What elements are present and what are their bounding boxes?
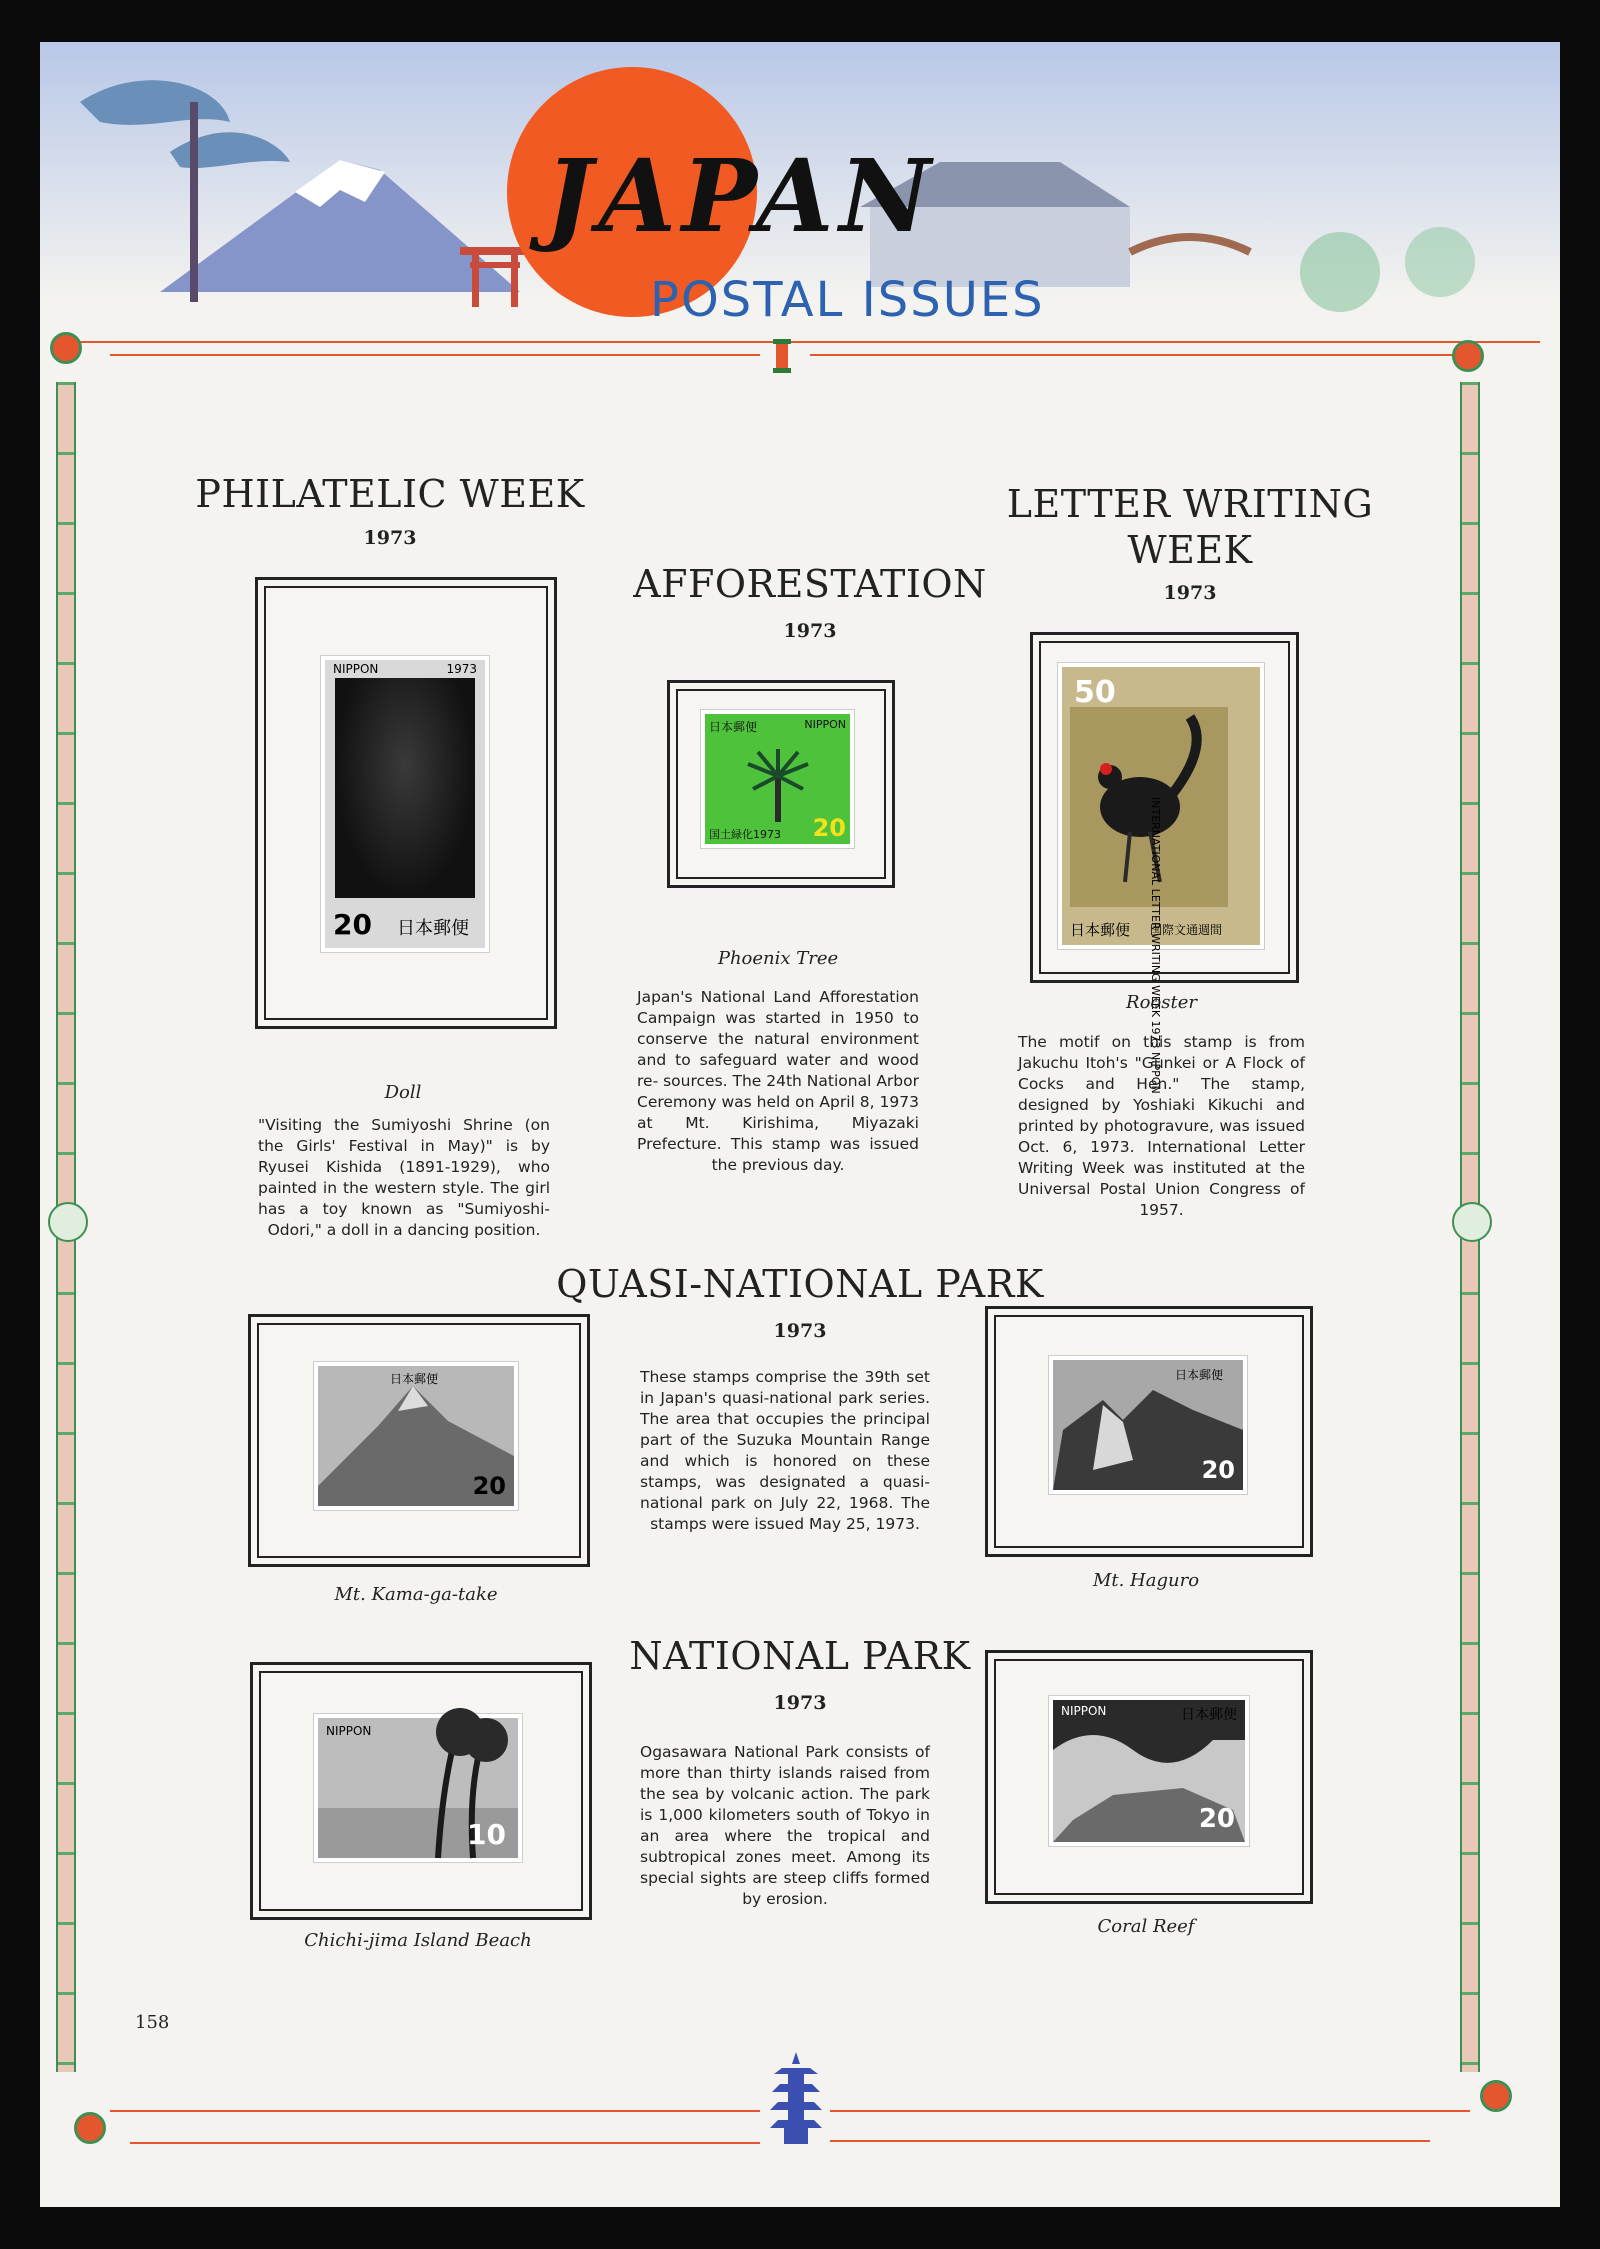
right-bottom-ball-icon bbox=[1480, 2080, 1512, 2112]
national-title: NATIONAL PARK bbox=[629, 1634, 971, 1678]
philatelic-title: PHILATELIC WEEK bbox=[195, 472, 585, 516]
pagoda-icon bbox=[770, 2052, 822, 2147]
haguro-caption: Mt. Haguro bbox=[1092, 1570, 1200, 1591]
chichi-brand: NIPPON bbox=[326, 1724, 372, 1738]
header-banner bbox=[40, 42, 1560, 342]
letter-value: 50 bbox=[1074, 675, 1116, 710]
philatelic-stamp[interactable] bbox=[325, 660, 485, 948]
kama-value: 20 bbox=[472, 1472, 506, 1500]
coral-stamp[interactable] bbox=[1053, 1700, 1245, 1842]
afforestation-value: 20 bbox=[812, 814, 846, 842]
bottom-rule-right bbox=[830, 2110, 1470, 2112]
haguro-country: 日本郵便 bbox=[1174, 1368, 1223, 1382]
header-logo: JAPAN bbox=[545, 137, 937, 255]
letter-title-line1: LETTER WRITING bbox=[1006, 482, 1374, 526]
letter-label: 国際文通週間 bbox=[1150, 923, 1223, 937]
letter-caption: Rooster bbox=[1126, 992, 1197, 1013]
philatelic-value: 20 bbox=[333, 908, 372, 941]
letter-side-text: INTERNATIONAL LETTER WRITING WEEK 1973 NIPPON bbox=[1149, 797, 1162, 1094]
kama-caption: Mt. Kama-ga-take bbox=[334, 1584, 498, 1605]
afforestation-year: 1973 bbox=[783, 620, 837, 642]
chichi-stamp[interactable] bbox=[318, 1718, 518, 1858]
bottom-rule-left-2 bbox=[130, 2142, 760, 2144]
philatelic-brand: NIPPON bbox=[333, 662, 379, 676]
left-flower-icon bbox=[48, 1202, 88, 1242]
album-page bbox=[40, 42, 1560, 2207]
afforestation-stamp[interactable] bbox=[705, 714, 850, 844]
chichi-caption: Chichi-jima Island Beach bbox=[304, 1930, 532, 1951]
coral-value: 20 bbox=[1198, 1804, 1235, 1834]
chichi-value: 10 bbox=[467, 1818, 506, 1851]
letter-country: 日本郵便 bbox=[1070, 921, 1131, 939]
kama-country: 日本郵便 bbox=[390, 1372, 439, 1386]
philatelic-year: 1973 bbox=[363, 527, 417, 549]
philatelic-stamp-year: 1973 bbox=[446, 662, 477, 676]
quasi-year: 1973 bbox=[773, 1320, 827, 1342]
coral-caption: Coral Reef bbox=[1097, 1916, 1195, 1937]
quasi-title: QUASI-NATIONAL PARK bbox=[556, 1262, 1044, 1306]
afforestation-country: 日本郵便 bbox=[709, 720, 758, 734]
top-rule bbox=[110, 354, 760, 356]
left-ball-icon bbox=[50, 332, 82, 364]
haguro-stamp[interactable] bbox=[1053, 1360, 1243, 1490]
kama-stamp[interactable] bbox=[318, 1366, 514, 1506]
national-text: Ogasawara National Park consists of more than thirty islands raised from the sea by volcanic action. The park is 1,000 kilometers south of Tokyo in an area where the tropical and subtropical zones meet. Among its special sights are steep cliffs formed by erosion. bbox=[640, 1743, 930, 1908]
left-bottom-ball-icon bbox=[74, 2112, 106, 2144]
coral-country: 日本郵便 bbox=[1181, 1707, 1237, 1723]
bottom-rule-right-2 bbox=[830, 2140, 1430, 2142]
afforestation-brand: NIPPON bbox=[804, 718, 846, 731]
afforestation-caption: Phoenix Tree bbox=[717, 948, 839, 969]
afforestation-title: AFFORESTATION bbox=[633, 562, 987, 606]
coral-brand: NIPPON bbox=[1061, 1704, 1107, 1718]
lantern-icon bbox=[770, 337, 794, 377]
haguro-value: 20 bbox=[1201, 1456, 1235, 1484]
afforestation-text: Japan's National Land Afforestation Campaign was started in 1950 to conserve the natural environment and to safeguard water and wood re- sources. The 24th National Arbor Ceremony was held on April 8, 1973 at Mt. Kirishima, Miyazaki Prefecture. This stamp was issued the previous day. bbox=[637, 988, 919, 1174]
letter-year: 1973 bbox=[1163, 582, 1217, 604]
quasi-text: These stamps comprise the 39th set in Japan's quasi-national park series. The area that occupies the principal part of the Suzuka Mountain Range and which is honored on these stamps, was designated a quasi-national park on July 22, 1968. The stamps were issued May 25, 1973. bbox=[640, 1368, 930, 1533]
header-subtitle: POSTAL ISSUES bbox=[650, 272, 1045, 328]
top-rule-right bbox=[810, 354, 1460, 356]
philatelic-caption: Doll bbox=[384, 1082, 422, 1103]
doll-painting bbox=[335, 678, 475, 898]
philatelic-text: "Visiting the Sumiyoshi Shrine (on the Girls' Festival in May)" is by Ryusei Kishida (1891-1929), who painted in the western style. The girl has a toy known as "Sumiyoshi-Odori," a doll in a dancing position. bbox=[258, 1116, 550, 1239]
right-flower-icon bbox=[1452, 1202, 1492, 1242]
page-number: 158 bbox=[135, 2012, 170, 2033]
right-ball-icon bbox=[1452, 340, 1484, 372]
bottom-rule-left bbox=[110, 2110, 760, 2112]
phoenix-tree bbox=[743, 744, 813, 824]
national-year: 1973 bbox=[773, 1692, 827, 1714]
afforestation-label: 国土緑化1973 bbox=[709, 828, 781, 841]
philatelic-country: 日本郵便 bbox=[397, 918, 469, 939]
letter-title-line2: WEEK bbox=[1127, 528, 1253, 572]
letter-text: The motif on this stamp is from Jakuchu Itoh's "Gunkei or A Flock of Cocks and Hen." The stamp, designed by Yoshiaki Kikuchi and printed by photogravure, was issued Oct. 6, 1973. International Letter Writing Week was instituted at the Universal Postal Union Congress of 1957. bbox=[1018, 1033, 1305, 1219]
